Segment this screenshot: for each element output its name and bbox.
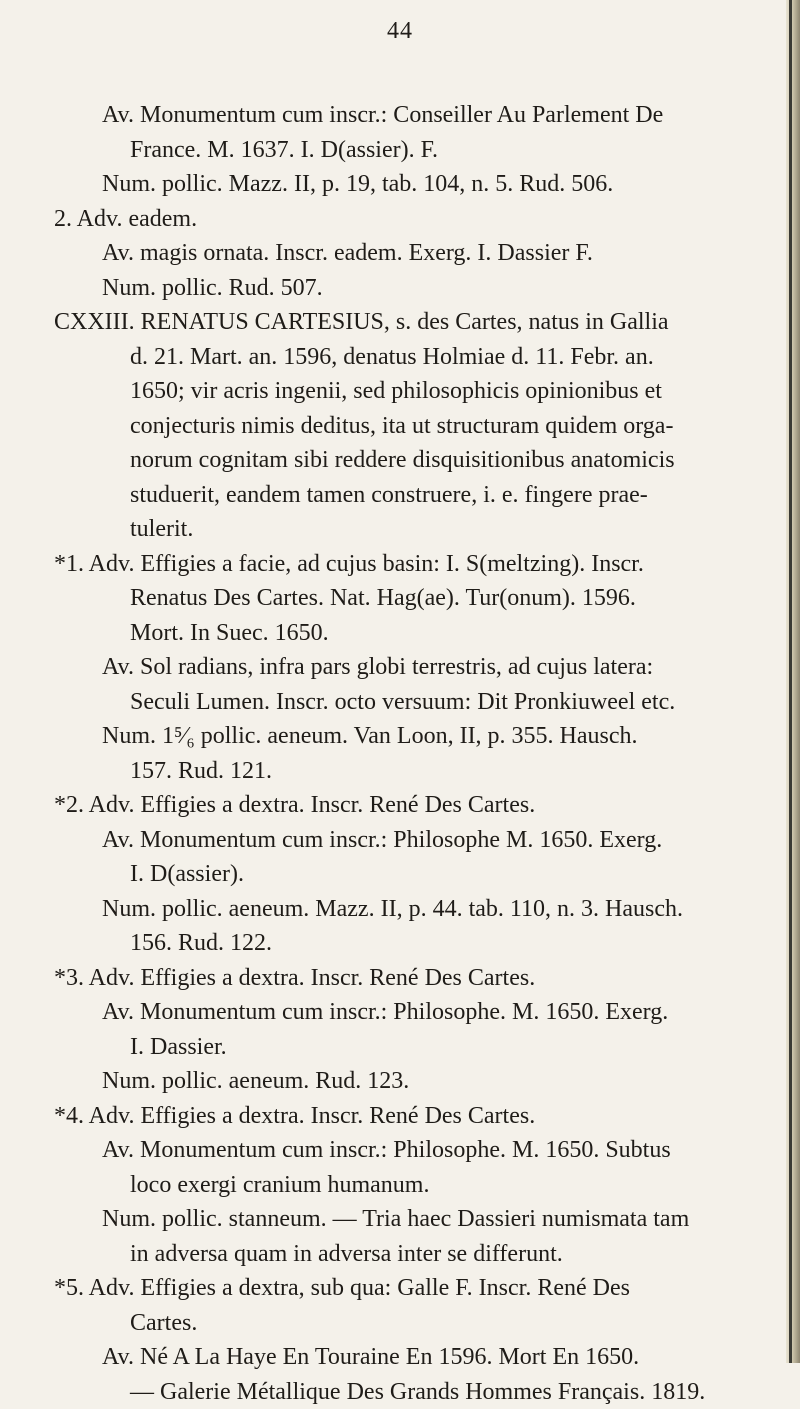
text-line: 2. Adv. eadem. [54,202,754,237]
text-line: in adversa quam in adversa inter se differunt. [54,1237,754,1272]
text-line: Renatus Des Cartes. Nat. Hag(ae). Tur(onum). 1596. [54,581,754,616]
text-line: Mort. In Suec. 1650. [54,616,754,651]
text-line: *5. Adv. Effigies a dextra, sub qua: Galle F. Inscr. René Des [54,1271,754,1306]
text-line: Num. pollic. aeneum. Rud. 123. [54,1064,754,1099]
text-column [54,98,754,1409]
text-line: conjecturis nimis deditus, ita ut structuram quidem orga- [54,409,754,444]
text-line: Num. pollic. aeneum. Mazz. II, p. 44. tab. 110, n. 3. Hausch. [54,892,754,927]
text-line: tulerit. [54,512,754,547]
text-line: studuerit, eandem tamen construere, i. e. fingere prae- [54,478,754,513]
text-line: Av. Monumentum cum inscr.: Conseiller Au Parlement De [54,98,754,133]
text-line: Num. 1⁵⁄₆ pollic. aeneum. Van Loon, II, p. 355. Hausch. [54,719,754,754]
text-line: 157. Rud. 121. [54,754,754,789]
text-line: *4. Adv. Effigies a dextra. Inscr. René Des Cartes. [54,1099,754,1134]
text-line: Av. Sol radians, infra pars globi terrestris, ad cujus latera: [54,650,754,685]
text-line: d. 21. Mart. an. 1596, denatus Holmiae d. 11. Febr. an. [54,340,754,375]
text-line: 156. Rud. 122. [54,926,754,961]
page-number: 44 [0,18,800,45]
text-line: Cartes. [54,1306,754,1341]
text-line: Av. Monumentum cum inscr.: Philosophe. M. 1650. Exerg. [54,995,754,1030]
text-line: loco exergi cranium humanum. [54,1168,754,1203]
text-line: I. D(assier). [54,857,754,892]
text-line: *1. Adv. Effigies a facie, ad cujus basin: I. S(meltzing). Inscr. [54,547,754,582]
text-line: I. Dassier. [54,1030,754,1065]
text-line: Num. pollic. Rud. 507. [54,271,754,306]
text-line: Num. pollic. Mazz. II, p. 19, tab. 104, n. 5. Rud. 506. [54,167,754,202]
text-line: Av. magis ornata. Inscr. eadem. Exerg. I. Dassier F. [54,236,754,271]
text-line: 1650; vir acris ingenii, sed philosophicis opinionibus et [54,374,754,409]
text-line: CXXIII. RENATUS CARTESIUS, s. des Cartes, natus in Gallia [54,305,754,340]
text-line: norum cognitam sibi reddere disquisitionibus anatomicis [54,443,754,478]
text-line: Av. Né A La Haye En Touraine En 1596. Mort En 1650. [54,1340,754,1375]
text-line: Av. Monumentum cum inscr.: Philosophe M. 1650. Exerg. [54,823,754,858]
text-line: *3. Adv. Effigies a dextra. Inscr. René Des Cartes. [54,961,754,996]
page-edge-line [789,0,792,1363]
text-line: *2. Adv. Effigies a dextra. Inscr. René Des Cartes. [54,788,754,823]
text-line: France. M. 1637. I. D(assier). F. [54,133,754,168]
text-line: — Galerie Métallique Des Grands Hommes Français. 1819. [54,1375,754,1409]
text-line: Num. pollic. stanneum. — Tria haec Dassieri numismata tam [54,1202,754,1237]
text-line: Seculi Lumen. Inscr. octo versuum: Dit Pronkiuweel etc. [54,685,754,720]
text-line: Av. Monumentum cum inscr.: Philosophe. M. 1650. Subtus [54,1133,754,1168]
